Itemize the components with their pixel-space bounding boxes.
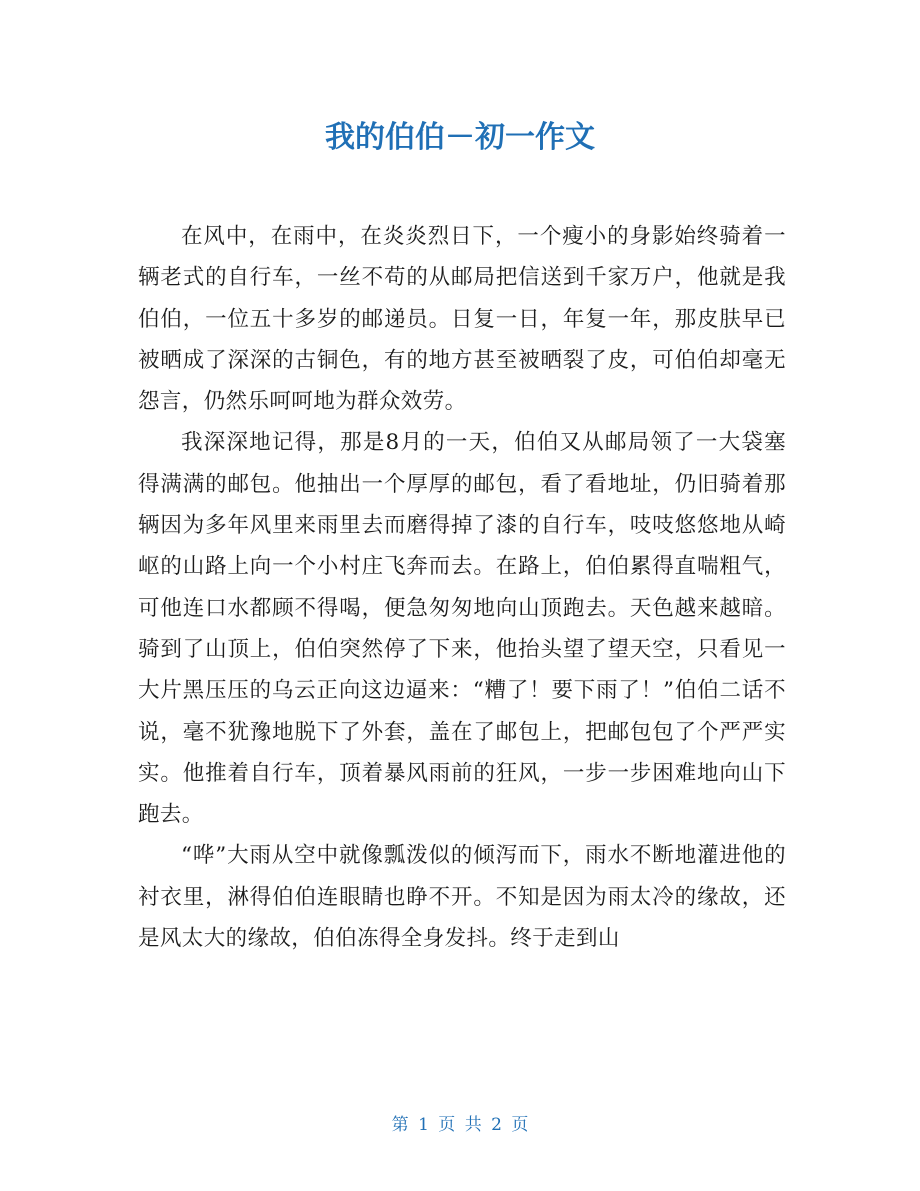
document-body (138, 216, 786, 959)
document-title: 我的伯伯－初一作文 (325, 120, 595, 155)
paragraph-3: “哗”大雨从空中就像瓢泼似的倾泻而下，雨水不断地灌进他的衬衣里，淋得伯伯连眼睛也睁不开。不知是因为雨太冷的缘故，还是风太大的缘故，伯伯冻得全身发抖。终于走到山 (138, 843, 786, 952)
paragraph-1: 在风中，在雨中，在炎炎烈日下，一个瘦小的身影始终骑着一辆老式的自行车，一丝不苟的从邮局把信送到千家万户，他就是我伯伯，一位五十多岁的邮递员。日复一日，年复一年，那皮肤早已被晒成了深深的古铜色，有的地方甚至被晒裂了皮，可伯伯却毫无怨言，仍然乐呵呵地为群众效劳。 (138, 224, 786, 415)
paragraph-2: 我深深地记得，那是8月的一天，伯伯又从邮局领了一大袋塞得满满的邮包。他抽出一个厚厚的邮包，看了看地址，仍旧骑着那辆因为多年风里来雨里去而磨得掉了漆的自行车，吱吱悠悠地从崎岖的山路上向一个小村庄飞奔而去。在路上，伯伯累得直喘粗气，可他连口水都顾不得喝，便急匆匆地向山顶跑去。天色越来越暗。骑到了山顶上，伯伯突然停了下来，他抬头望了望天空，只看见一大片黑压压的乌云正向这边逼来：“糟了！要下雨了！”伯伯二话不说，毫不犹豫地脱下了外套，盖在了邮包上，把邮包包了个严严实实。他推着自行车，顶着暴风雨前的狂风，一步一步困难地向山下跑去。 (138, 430, 786, 828)
page-number-footer: 第 1 页 共 2 页 (391, 1115, 529, 1135)
